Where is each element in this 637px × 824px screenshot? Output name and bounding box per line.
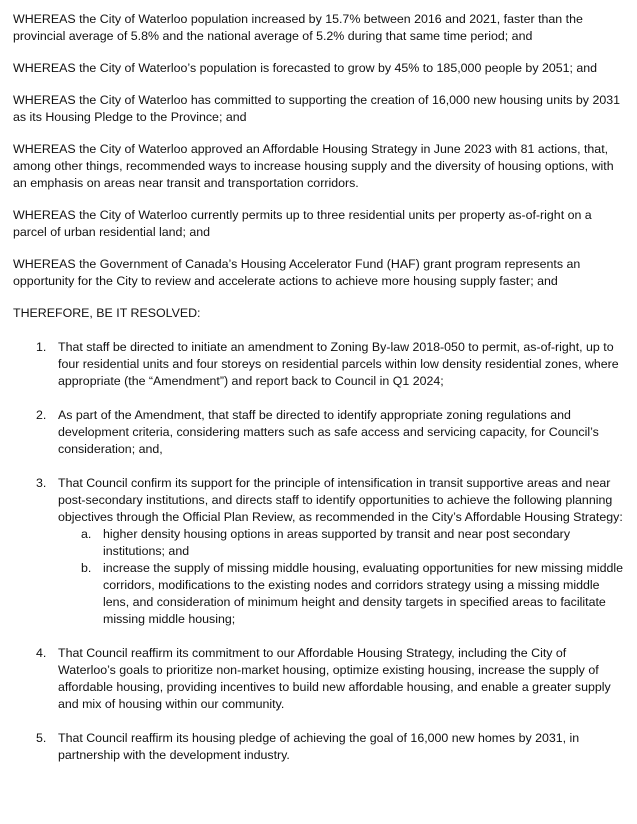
sub-item-letter: b. <box>81 561 92 575</box>
item-number: 2. <box>36 408 47 422</box>
item-text: As part of the Amendment, that staff be directed to identify appropriate zoning regulations and development criteria, considering matters such as safe access and servicing capacity, for Council’s consideration; and, <box>58 408 599 456</box>
whereas-clause-3: WHEREAS the City of Waterloo has committed to supporting the creation of 16,000 new housing units by 2031 as its Housing Pledge to the Province; and <box>13 93 621 124</box>
item-text: That staff be directed to initiate an amendment to Zoning By-law 2018-050 to permit, as-of-right, up to four residential units and four storeys on residential parcels within low density residential zones, where appropriate (the “Amendment”) and report back to Council in Q1 2024; <box>58 340 619 388</box>
sub-item-text: higher density housing options in areas supported by transit and near post secondary institutions; and <box>103 527 571 558</box>
sub-item-letter: a. <box>81 527 92 541</box>
item-number: 1. <box>36 340 47 354</box>
item-number: 4. <box>36 646 47 660</box>
item-number: 3. <box>36 476 47 490</box>
sub-item-b <box>58 560 623 628</box>
whereas-clause-6: WHEREAS the Government of Canada’s Housing Accelerator Fund (HAF) grant program represents an opportunity for the City to review and accelerate actions to achieve more housing supply faster; and <box>13 257 581 288</box>
item-text: That Council reaffirm its commitment to our Affordable Housing Strategy, including the City of Waterloo’s goals to prioritize non-market housing, optimize existing housing, increase the supply of affordable housing, providing incentives to build new affordable housing, and enable a greater supply and mix of housing within our community. <box>58 646 611 711</box>
item-text: That Council confirm its support for the principle of intensification in transit supportive areas and near post-secondary institutions, and directs staff to identify opportunities to achieve the following planning objectives through the Official Plan Review, as recommended in the City’s Affordable Housing Strategy: <box>58 476 623 524</box>
item-text: That Council reaffirm its housing pledge of achieving the goal of 16,000 new homes by 2031, in partnership with the development industry. <box>58 731 580 762</box>
resolution-item-3 <box>13 475 623 628</box>
whereas-clause-5: WHEREAS the City of Waterloo currently permits up to three residential units per property as-of-right on a parcel of urban residential land; and <box>13 208 592 239</box>
resolution-item-2 <box>13 407 623 458</box>
resolved-heading: THEREFORE, BE IT RESOLVED: <box>13 306 201 320</box>
resolution-item-5 <box>13 730 623 764</box>
sub-item-a <box>58 526 623 560</box>
whereas-clause-4: WHEREAS the City of Waterloo approved an Affordable Housing Strategy in June 2023 with 81 actions, that, among other things, recommended ways to increase housing supply and the diversity of housing options, with an emphasis on areas near transit and transportation corridors. <box>13 142 614 190</box>
item-number: 5. <box>36 731 47 745</box>
resolution-item-4 <box>13 645 623 713</box>
resolution-item-1 <box>13 339 623 390</box>
sub-list <box>58 526 623 628</box>
sub-item-text: increase the supply of missing middle housing, evaluating opportunities for new missing middle corridors, modifications to the existing nodes and corridors strategy using a missing middle lens, and consideration of minimum height and density targets in specified areas to facilitate missing middle housing; <box>103 561 623 626</box>
whereas-clause-1: WHEREAS the City of Waterloo population increased by 15.7% between 2016 and 2021, faster than the provincial average of 5.8% and the national average of 5.2% during that same time period; and <box>13 12 583 43</box>
whereas-clause-2: WHEREAS the City of Waterloo’s population is forecasted to grow by 45% to 185,000 people by 2051; and <box>13 61 598 75</box>
resolution-list <box>13 339 623 764</box>
